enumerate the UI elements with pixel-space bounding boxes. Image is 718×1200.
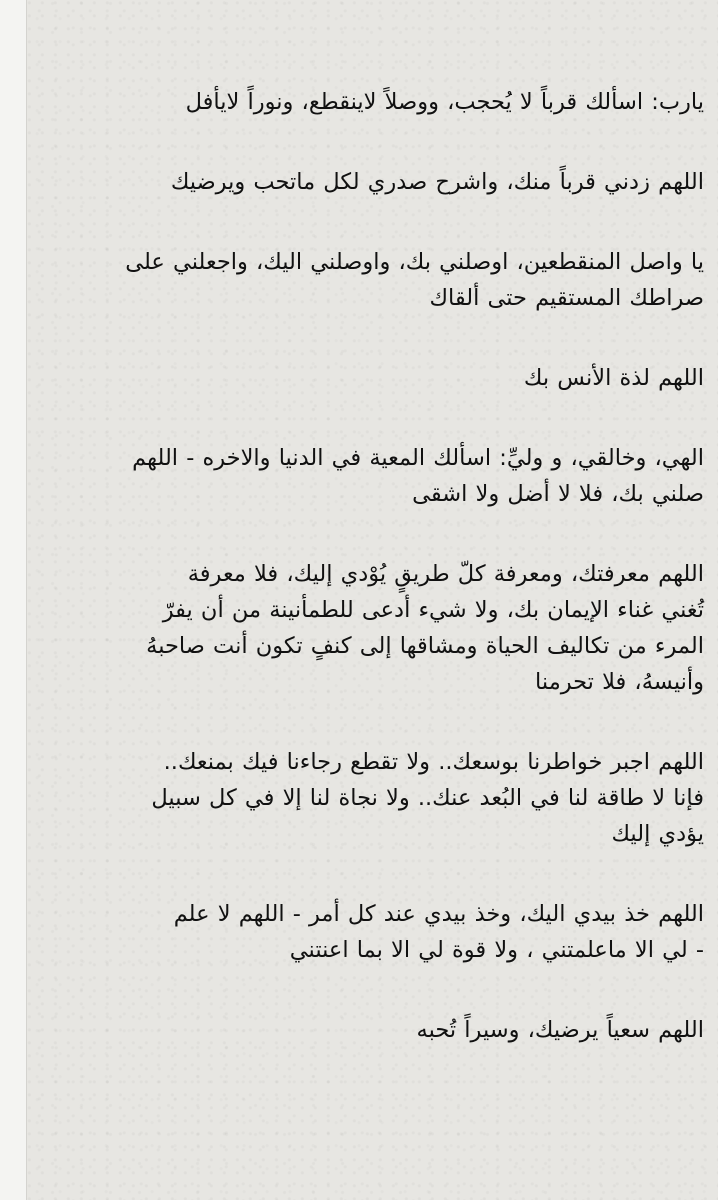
prayer-paragraph-8: اللهم خذ بيدي اليك، وخذ بيدي عند كل أمر - اللهم لا علم - لي الا ماعلمتني ، ولا قوة لي الا بما اعنتني: [173, 901, 704, 963]
prayer-paragraph-1: يارب: اسألك قرباً لا يُحجب، ووصلاً لاينقطع، ونوراً لايأفل: [185, 89, 704, 115]
prayer-text-block: [64, 84, 704, 1048]
paper-page: [27, 0, 718, 1200]
prayer-paragraph-6: اللهم معرفتك، ومعرفة كلّ طريقٍ يُوْدي إليك، فلا معرفة تُغني غناء الإيمان بك، ولا شيء أدعى للطمأنينة من أن يفرّ المرء من تكاليف الحياة ومشاقها إلى كنفٍ تكون أنت صاحبهُ وأنيسهُ، فلا تحرمنا: [146, 561, 704, 695]
prayer-paragraph-3: يا واصل المنقطعين، اوصلني بك، واوصلني اليك، واجعلني على صراطك المستقيم حتى ألقاك: [125, 249, 704, 311]
prayer-paragraph-5: الهي، وخالقي، و وليِّ: اسألك المعية في الدنيا والاخره - اللهم صلني بك، فلا لا أضل ولا اشقى: [132, 445, 704, 507]
prayer-paragraph-7: اللهم اجبر خواطرنا بوسعك.. ولا تقطع رجاءنا فيك بمنعك.. فإنا لا طاقة لنا في البُعد عنك.. ولا نجاة لنا إلا في كل سبيل يؤدي إليك: [151, 749, 704, 847]
prayer-paragraph-4: اللهم لذة الأنس بك: [523, 365, 704, 391]
prayer-paragraph-2: اللهم زدني قرباً منك، واشرح صدري لكل ماتحب ويرضيك: [170, 169, 704, 195]
left-margin-strip: [0, 0, 27, 1200]
prayer-paragraph-9: اللهم سعياً يرضيك، وسيراً تُحبه: [416, 1017, 704, 1043]
